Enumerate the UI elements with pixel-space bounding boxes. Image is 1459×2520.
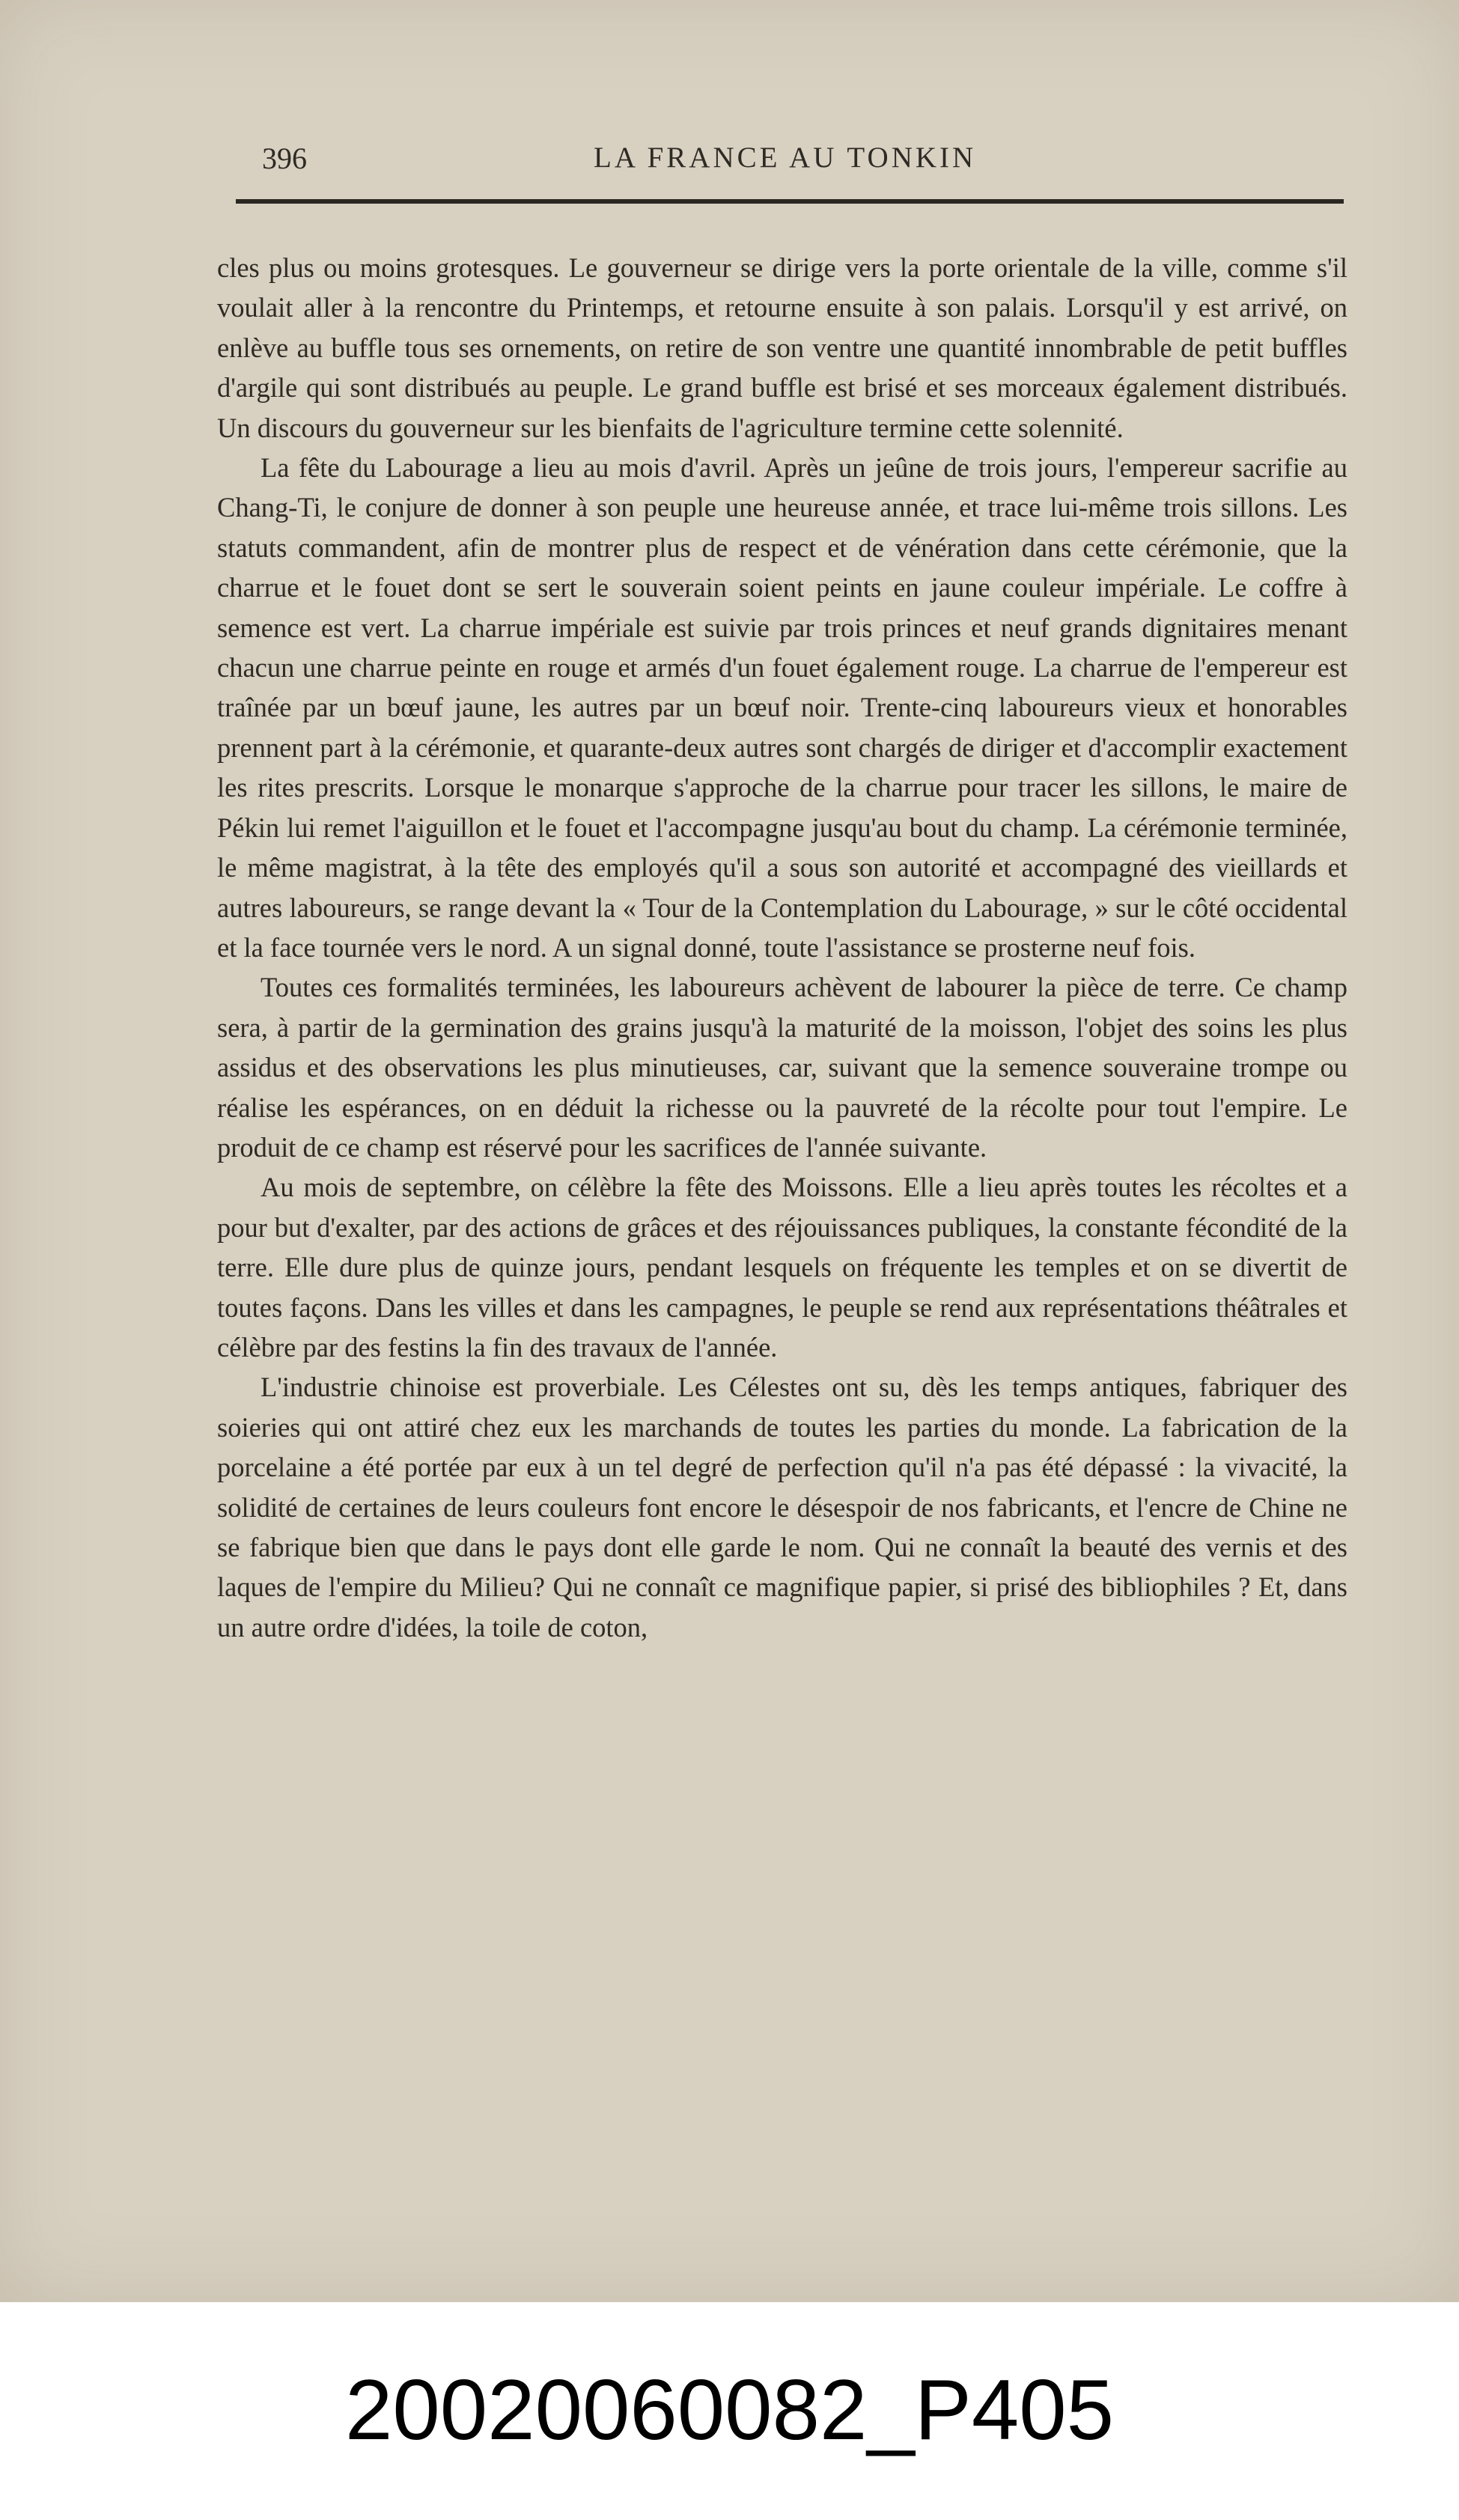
body-text bbox=[217, 248, 1347, 1647]
paragraph-2: La fête du Labourage a lieu au mois d'avril. Après un jeûne de trois jours, l'empereur sacrifie au Chang-Ti, le conjure de donner à son peuple une heureuse année, et trace lui-même trois sillons. Les statuts commandent, afin de montrer plus de respect et de vénération dans cette cérémonie, que la charrue et le fouet dont se sert le souverain soient peints en jaune couleur impériale. Le coffre à semence est vert. La charrue impériale est suivie par trois princes et neuf grands dignitaires menant chacun une charrue peinte en rouge et armés d'un fouet également rouge. La charrue de l'empereur est traînée par un bœuf jaune, les autres par un bœuf noir. Trente-cinq laboureurs vieux et honorables prennent part à la cérémonie, et quarante-deux autres sont chargés de diriger et d'accomplir exactement les rites prescrits. Lorsque le monarque s'approche de la charrue pour tracer les sillons, le maire de Pékin lui remet l'aiguillon et le fouet et l'accompagne jusqu'au bout du champ. La cérémonie terminée, le même magistrat, à la tête des employés qu'il a sous son autorité et accompagné des vieillards et autres laboureurs, se range devant la « Tour de la Contemplation du Labourage, » sur le côté occidental et la face tournée vers le nord. A un signal donné, toute l'assistance se prosterne neuf fois. bbox=[217, 452, 1347, 963]
running-header bbox=[236, 138, 1344, 183]
paragraph-5: L'industrie chinoise est proverbiale. Les Célestes ont su, dès les temps antiques, fabriquer des soieries qui ont attiré chez eux les marchands de toutes les parties du monde. La fabrication de la porcelaine a été portée par eux à un tel degré de perfection qu'il n'a pas été dépassé : la vivacité, la solidité de certaines de leurs couleurs font encore le désespoir de nos fabricants, et l'encre de Chine ne se fabrique bien que dans le pays dont elle garde le nom. Qui ne connaît la beauté des vernis et des laques de l'empire du Milieu? Qui ne connaît ce magnifique papier, si prisé des bibliophiles ? Et, dans un autre ordre d'idées, la toile de coton, bbox=[217, 1372, 1347, 1643]
page-number: 396 bbox=[262, 141, 307, 175]
file-id-caption: 20020060082_P405 bbox=[344, 2363, 1115, 2458]
paragraph-1: cles plus ou moins grotesques. Le gouverneur se dirige vers la porte orientale de la ville, comme s'il voulait aller à la rencontre du Printemps, et retourne ensuite à son palais. Lorsqu'il y est arrivé, on enlève au buffle tous ses ornements, on retire de son ventre une quantité innombrable de petit buffles d'argile qui sont distribués au peuple. Le grand buffle est brisé et ses morceaux également distribués. Un discours du gouverneur sur les bienfaits de l'agriculture termine cette solennité. bbox=[217, 252, 1347, 443]
paragraph-4: Au mois de septembre, on célèbre la fête des Moissons. Elle a lieu après toutes les récoltes et a pour but d'exalter, par des actions de grâces et des réjouissances publiques, la constante fécondité de la terre. Elle dure plus de quinze jours, pendant lesquels on fréquente les temples et on se divertit de toutes façons. Dans les villes et dans les campagnes, le peuple se rend aux représentations théâtrales et célèbre par des festins la fin des travaux de l'année. bbox=[217, 1172, 1347, 1363]
header-rule bbox=[236, 199, 1344, 204]
paragraph-3: Toutes ces formalités terminées, les laboureurs achèvent de labourer la pièce de terre. Ce champ sera, à partir de la germination des grains jusqu'à la maturité de la moisson, l'objet des soins les plus assidus et des observations les plus minutieuses, car, suivant que la semence souveraine trompe ou réalise les espérances, on en déduit la richesse ou la pauvreté de la récolte pour tout l'empire. Le produit de ce champ est réservé pour les sacrifices de l'année suivante. bbox=[217, 972, 1347, 1163]
running-title: LA FRANCE AU TONKIN bbox=[594, 141, 977, 174]
